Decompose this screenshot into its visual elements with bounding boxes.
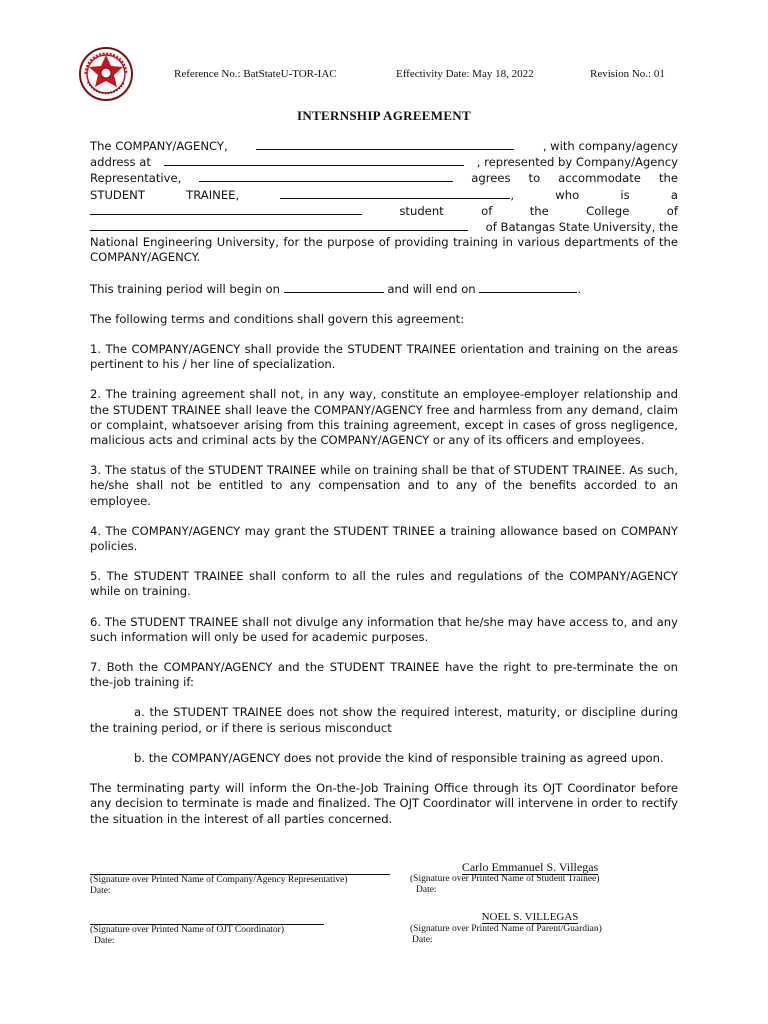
- terms-intro: The following terms and conditions shall govern this agreement:: [90, 311, 465, 326]
- intro-line-1: [90, 138, 678, 154]
- intro-text: the: [658, 171, 678, 186]
- ojt-signature-line[interactable]: [90, 910, 324, 925]
- intro-text: of Batangas State University, the: [485, 220, 678, 235]
- period-text: and will end on: [387, 281, 476, 296]
- student-signature-block: [410, 860, 650, 896]
- parent-signature-caption: (Signature over Printed Name of Parent/Guardian): [410, 924, 602, 934]
- intro-line-2: [90, 154, 678, 170]
- student-printed-name: Carlo Emmanuel S. Villegas: [461, 860, 599, 874]
- intro-line-5: [90, 203, 678, 219]
- closing-paragraph: The terminating party will inform the On-the-Job Training Office through its OJT Coordinator before any decision to terminate is made and finalized. The OJT Coordinator will intervene in order to rectify the situation in the interest of all parties concerned.: [90, 781, 678, 826]
- intro-text: TRAINEE,: [186, 187, 240, 202]
- start-date-blank[interactable]: [284, 281, 384, 293]
- representative-blank[interactable]: [199, 170, 453, 182]
- intro-text: address at: [90, 155, 151, 170]
- intro-paragraph: [90, 138, 678, 266]
- intro-text: student: [399, 203, 444, 218]
- company-signature-line[interactable]: [90, 860, 390, 875]
- agreement-body: [90, 138, 678, 842]
- parent-signature-block: [410, 910, 650, 946]
- period-text: .: [577, 281, 582, 296]
- student-name-blank[interactable]: [280, 187, 510, 199]
- intro-text: a: [670, 187, 678, 202]
- intro-line-3: [90, 170, 678, 186]
- parent-date-label: Date:: [412, 935, 433, 945]
- parent-printed-name: NOEL S. VILLEGAS: [481, 911, 579, 923]
- intro-text: to: [528, 171, 541, 186]
- intro-text: STUDENT: [90, 187, 145, 202]
- revision-number: Revision No.: 01: [590, 68, 665, 80]
- document-title: INTERNSHIP AGREEMENT: [297, 108, 471, 123]
- company-name-blank[interactable]: [256, 138, 514, 150]
- company-address-blank[interactable]: [164, 154, 464, 166]
- student-signature-caption: (Signature over Printed Name of Student Trainee): [410, 874, 600, 884]
- term-3: 3. The status of the STUDENT TRAINEE while on training shall be that of STUDENT TRAINEE. As such, he/she shall not be entitled to any compensation and to any of the benefits accorded to an employee.: [90, 463, 678, 508]
- sub-term-b: b. the COMPANY/AGENCY does not provide the kind of responsible training as agreed upon.: [134, 750, 664, 765]
- intro-text: of: [481, 203, 493, 218]
- intro-text: , with company/agency: [542, 139, 678, 153]
- intro-text: of: [666, 203, 678, 218]
- college-blank[interactable]: [90, 219, 468, 231]
- company-signature-caption: (Signature over Printed Name of Company/Agency Representative): [90, 875, 348, 885]
- term-2: 2. The training agreement shall not, in any way, constitute an employee-employer relationship and the STUDENT TRAINEE shall leave the COMPANY/AGENCY free and harmless from any demand, claim or complaint, whatsoever arising from this training agreement, except in cases of gross negligence, malicious acts and criminal acts by the COMPANY/AGENCY or any of its officers and employees.: [90, 387, 678, 448]
- intro-line-7: National Engineering University, for the purpose of providing training in various departments of the COMPANY/AGENCY.: [90, 235, 678, 265]
- end-date-blank[interactable]: [479, 281, 577, 293]
- intro-text: ,: [510, 187, 515, 202]
- intro-text: , represented by Company/Agency: [476, 155, 678, 170]
- intro-text: agrees: [471, 171, 511, 186]
- intro-line-4: [90, 187, 678, 203]
- intro-text: College: [586, 203, 630, 218]
- company-date-label: Date:: [90, 886, 111, 896]
- sub-term-a: a. the STUDENT TRAINEE does not show the required interest, maturity, or discipline during the training period, or if there is serious misconduct: [90, 705, 678, 735]
- term-5: 5. The STUDENT TRAINEE shall conform to all the rules and regulations of the COMPANY/AGENCY while on training.: [90, 569, 678, 599]
- training-period-paragraph: [90, 281, 678, 297]
- intro-text: the: [529, 203, 549, 218]
- intro-text: Representative,: [90, 171, 182, 186]
- ojt-signature-caption: (Signature over Printed Name of OJT Coordinator): [90, 925, 285, 935]
- term-1: 1. The COMPANY/AGENCY shall provide the STUDENT TRAINEE orientation and training on the areas pertinent to his / her line of specialization.: [90, 342, 678, 372]
- term-6: 6. The STUDENT TRAINEE shall not divulge any information that he/she may have access to, and any such information will only be used for academic purposes.: [90, 614, 678, 644]
- reference-number: Reference No.: BatStateU-TOR-IAC: [174, 68, 337, 80]
- document-header: [78, 46, 690, 102]
- ojt-date-label: Date:: [94, 936, 115, 946]
- intro-text: accommodate: [558, 171, 641, 186]
- company-signature-block: [90, 860, 390, 897]
- period-text: This training period will begin on: [90, 281, 280, 296]
- intro-text: is: [620, 187, 630, 202]
- term-4: 4. The COMPANY/AGENCY may grant the STUDENT TRINEE a training allowance based on COMPANY policies.: [90, 523, 678, 554]
- ojt-signature-block: [90, 910, 324, 947]
- effectivity-date: Effectivity Date: May 18, 2022: [396, 68, 534, 80]
- university-seal-logo: [78, 46, 134, 102]
- student-date-label: Date:: [416, 885, 437, 895]
- intro-line-6: [90, 219, 678, 235]
- intro-text: who: [555, 187, 580, 202]
- program-blank[interactable]: [90, 203, 362, 215]
- term-7: 7. Both the COMPANY/AGENCY and the STUDENT TRAINEE have the right to pre-terminate the on the-job training if:: [90, 660, 678, 690]
- intro-text: The COMPANY/AGENCY,: [90, 139, 228, 153]
